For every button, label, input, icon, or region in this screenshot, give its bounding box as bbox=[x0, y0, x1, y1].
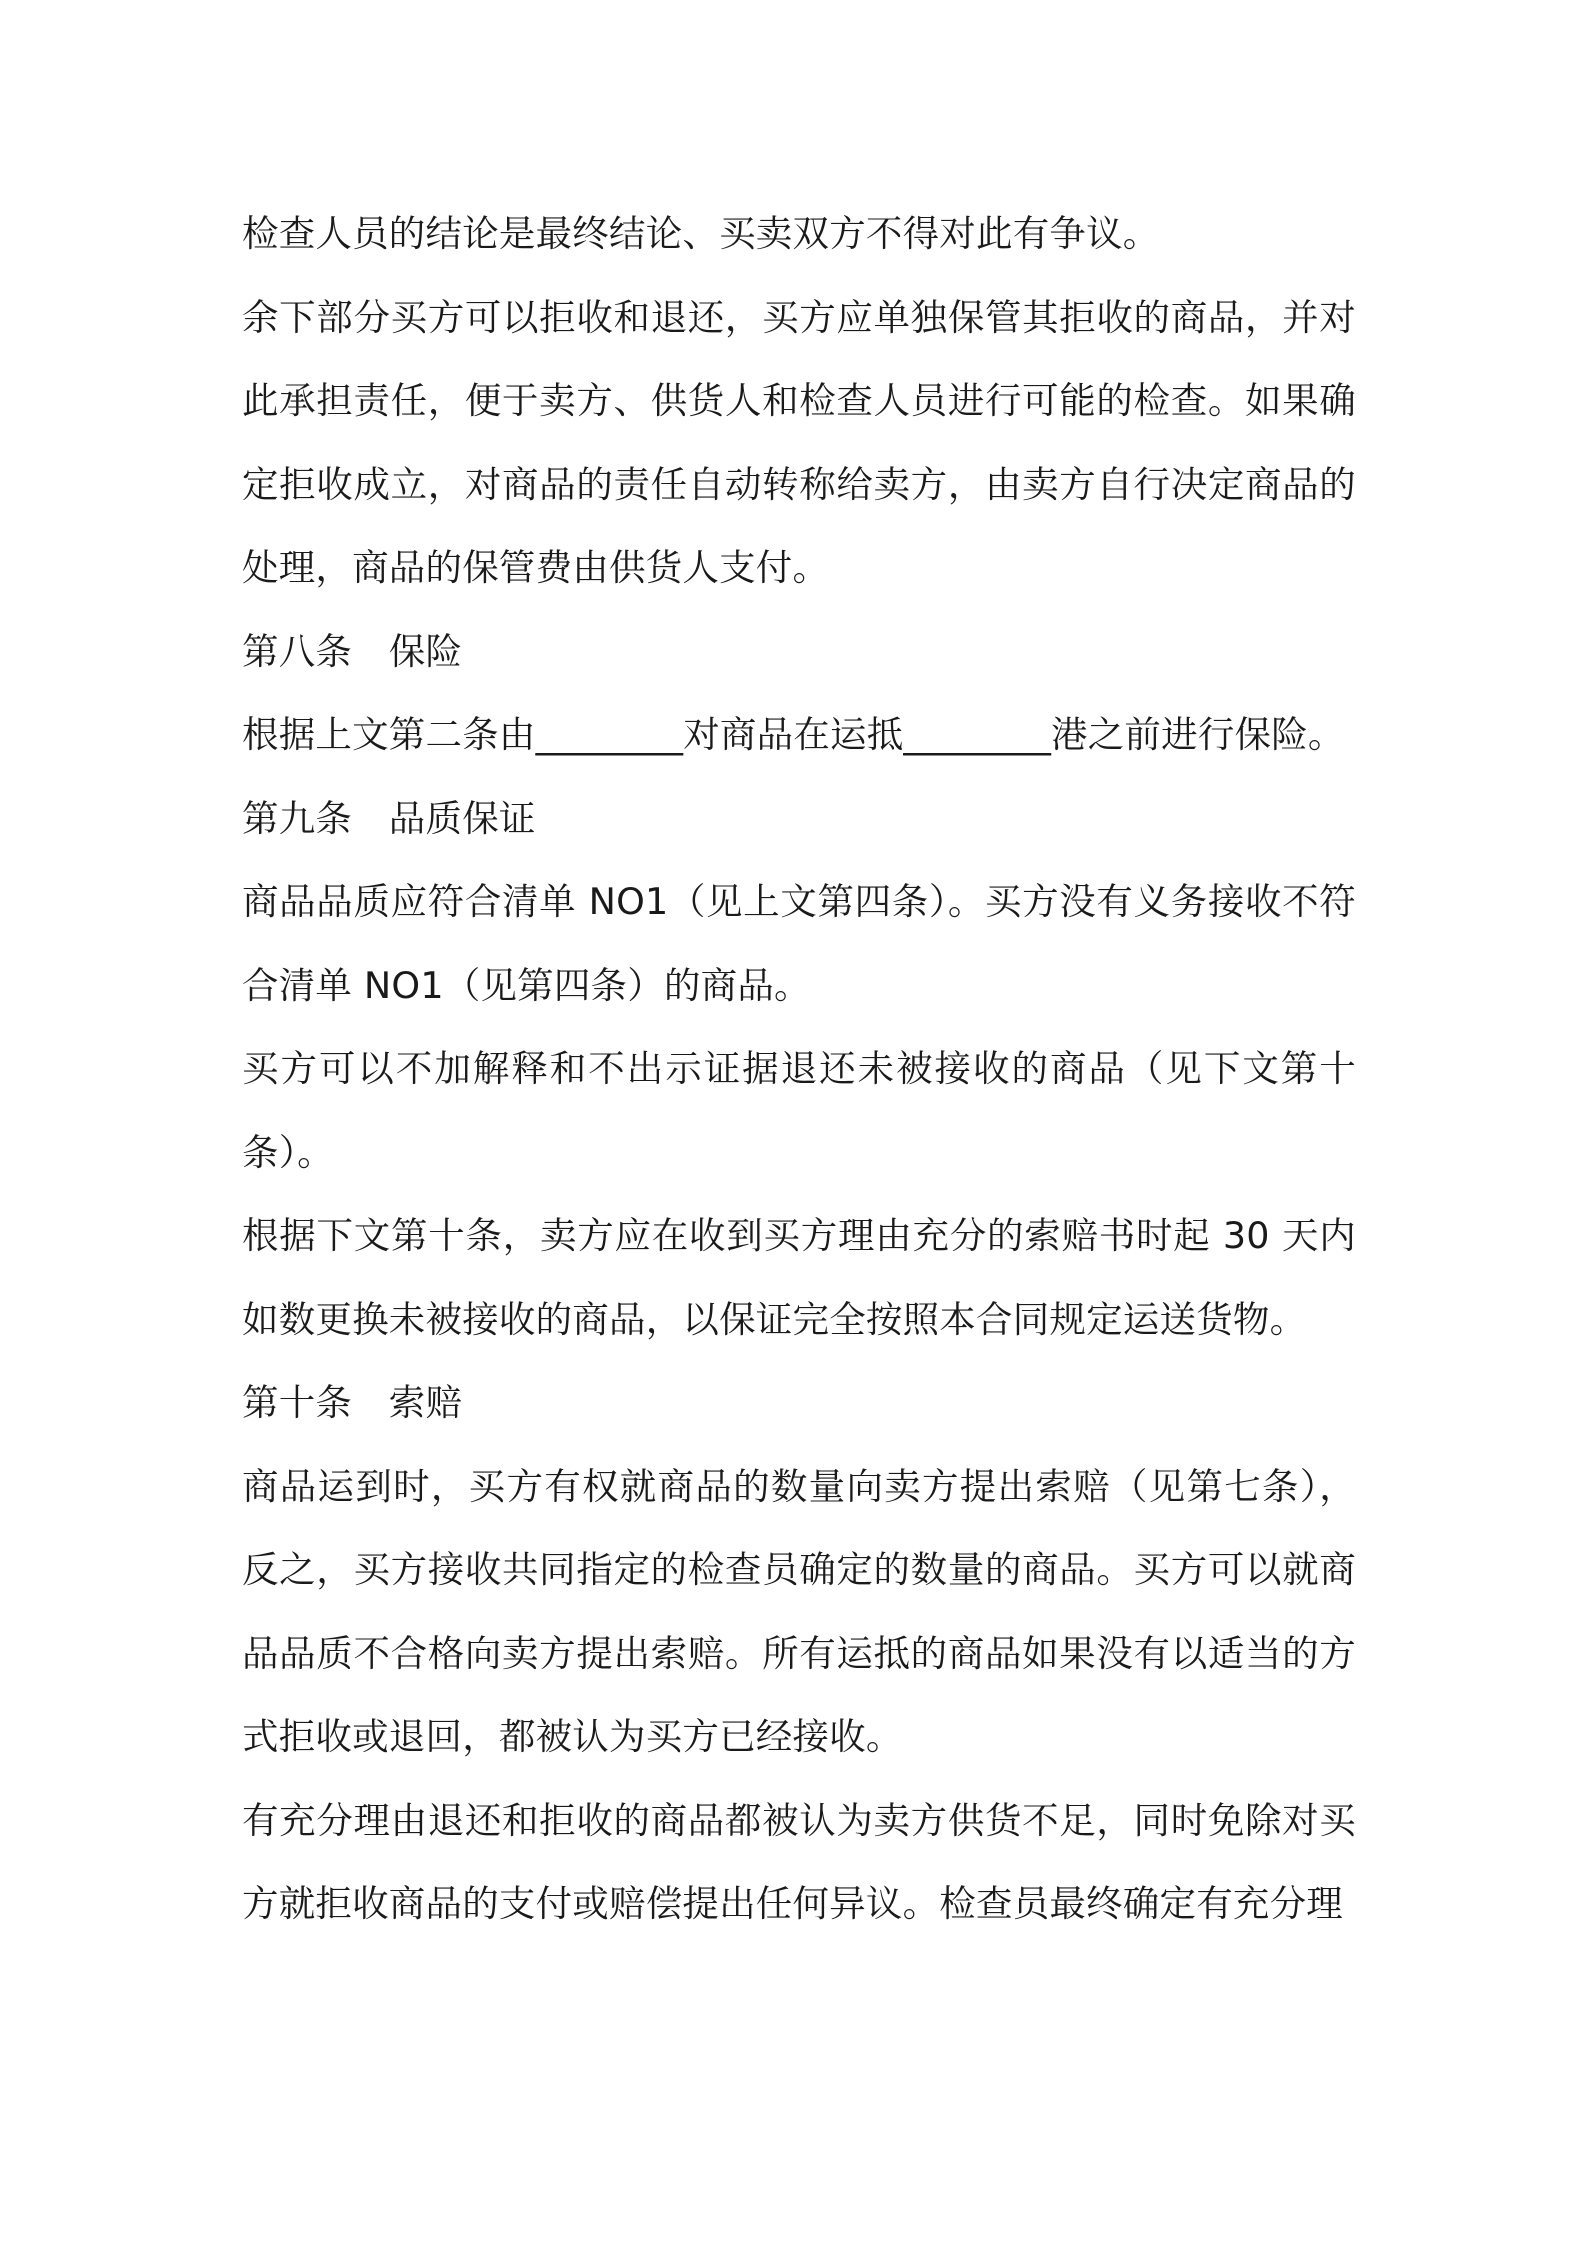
paragraph-replacement-30-days: 根据下文第十条，卖方应在收到买方理由充分的索赔书时起 30 天内如数更换未被接收的商品，以保证完全按照本合同规定运送货物。 bbox=[242, 1214, 1356, 1341]
insurance-blank-party: ________ bbox=[535, 713, 684, 756]
paragraph-claims-insufficient-supply: 有充分理由退还和拒收的商品都被认为卖方供货不足，同时免除对买方就拒收商品的支付或赔偿提出任何异议。检查员最终确定有充分理 bbox=[242, 1798, 1356, 1925]
paragraph-inspection-conclusion: 检查人员的结论是最终结论、买卖双方不得对此有争议。 bbox=[242, 212, 1160, 255]
paragraph-return-without-explanation: 买方可以不加解释和不出示证据退还未被接收的商品（见下文第十条）。 bbox=[242, 1047, 1356, 1174]
paragraph-quality-list: 商品品质应符合清单 NO1（见上文第四条）。买方没有义务接收不符合清单 NO1（见第四条）的商品。 bbox=[242, 880, 1356, 1007]
insurance-text-part1: 根据上文第二条由 bbox=[242, 713, 536, 756]
paragraph-claims-quantity: 商品运到时，买方有权就商品的数量向卖方提出索赔（见第七条），反之，买方接收共同指定的检查员确定的数量的商品。买方可以就商品品质不合格向卖方提出索赔。所有运抵的商品如果没有以适当的方式拒收或退回，都被认为买方已经接收。 bbox=[242, 1464, 1356, 1758]
paragraph-insurance bbox=[242, 693, 1356, 777]
insurance-text-part2: 对商品在运抵 bbox=[683, 713, 904, 756]
document-body bbox=[242, 192, 1356, 1946]
insurance-blank-port: ________ bbox=[903, 713, 1052, 756]
article-8-heading: 第八条 保险 bbox=[242, 629, 463, 673]
paragraph-rejection-custody: 余下部分买方可以拒收和退还，买方应单独保管其拒收的商品，并对此承担责任，便于卖方、供货人和检查人员进行可能的检查。如果确定拒收成立，对商品的责任自动转称给卖方，由卖方自行决定商品的处理，商品的保管费由供货人支付。 bbox=[242, 295, 1356, 589]
article-9-heading: 第九条 品质保证 bbox=[242, 796, 536, 840]
article-10-heading: 第十条 索赔 bbox=[242, 1381, 463, 1424]
insurance-text-part3: 港之前进行保险。 bbox=[1051, 713, 1345, 756]
